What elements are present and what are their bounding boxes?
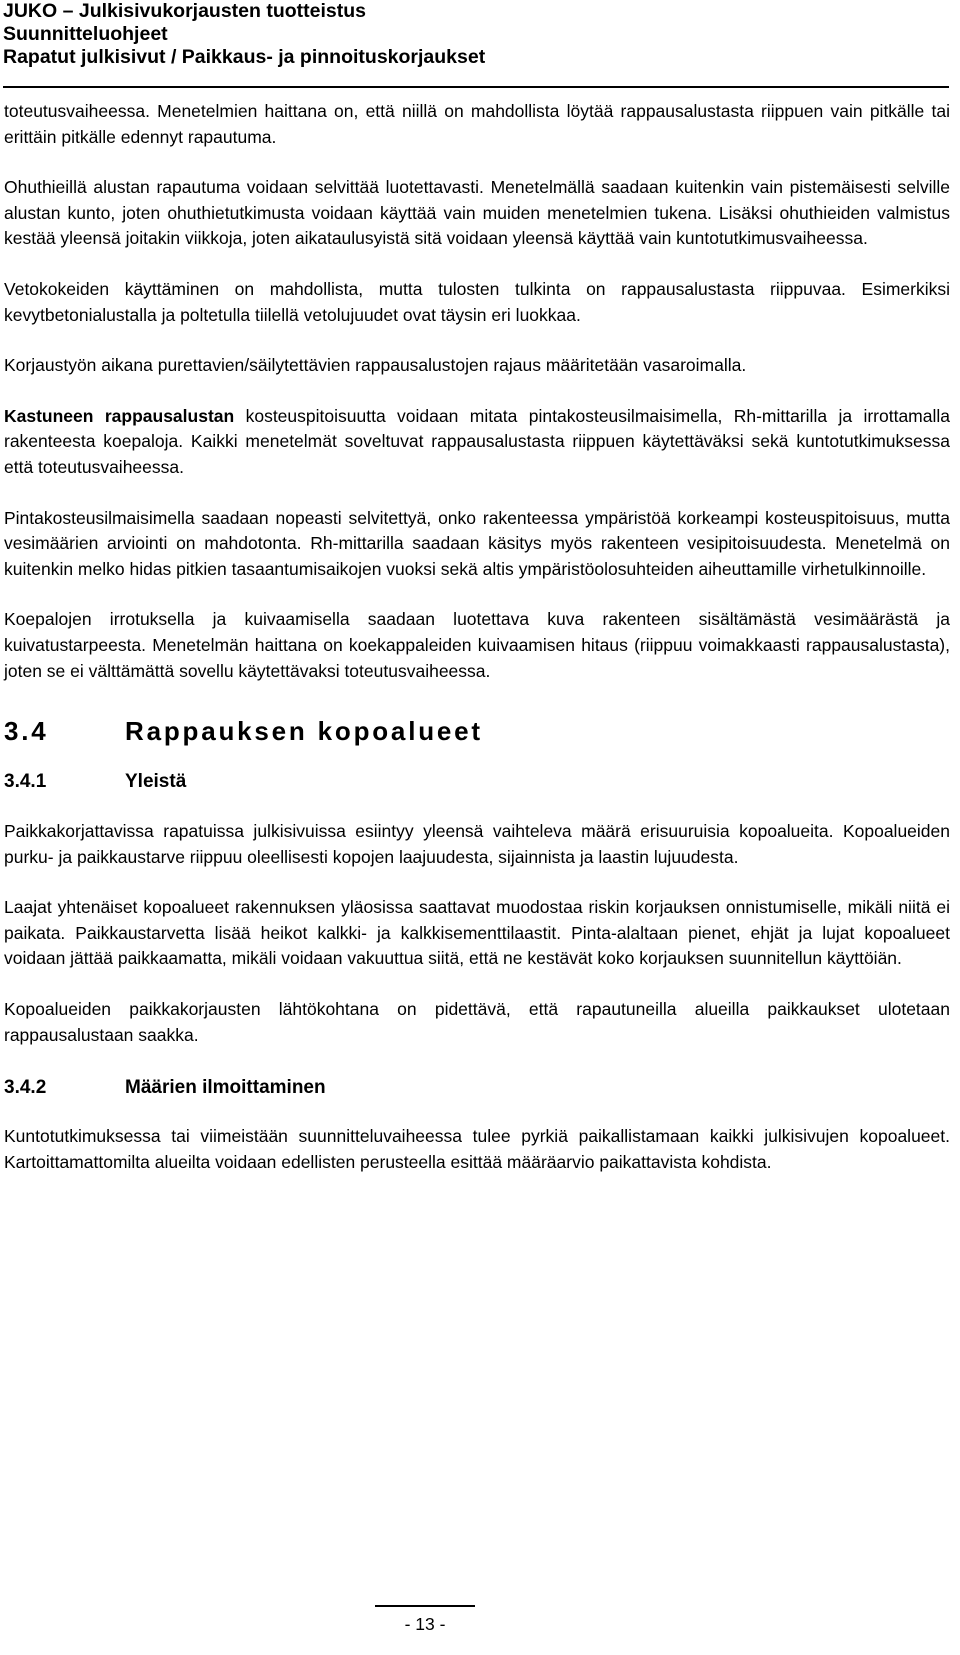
- paragraph: Paikkakorjattavissa rapatuissa julkisivuissa esiintyy yleensä vaihteleva määrä erisuuruisia kopoalueita. Kopoalueiden purku- ja paikkaustarve riippuu oleellisesti kopojen laajuudesta, sijainnista ja laastin lujuudesta.: [4, 821, 950, 867]
- page-body: [4, 99, 950, 1175]
- paragraph: Kopoalueiden paikkakorjausten lähtökohtana on pidettävä, että rapautuneilla alueilla paikkaukset ulotetaan rappausalustaan saakka.: [4, 999, 950, 1045]
- footer-rule: [375, 1605, 475, 1607]
- paragraph: Ohuthieillä alustan rapautuma voidaan selvittää luotettavasti. Menetelmällä saadaan kuitenkin vain pistemäisesti selville alustan kunto, joten ohuthietutkimusta voidaan käyttää vain muiden menetelmien tukena. Lisäksi ohuthieiden valmistus kestää yleensä joitakin viikkoja, joten aikataulusyistä sitä voidaan yleensä käyttää vain kuntotutkimusvaiheessa.: [4, 177, 950, 249]
- paragraph: Koepalojen irrotuksella ja kuivaamisella saadaan luotettava kuva rakenteen sisältämästä vesimäärästä ja kuivatustarpeesta. Menetelmän haittana on koekappaleiden kuivaamisen hitaus (riippuu voimakkaasti rappausalustasta), joten se ei välttämättä sovellu käytettävaksi toteutusvaiheessa.: [4, 609, 950, 681]
- paragraph: Kuntotutkimuksessa tai viimeistään suunnitteluvaiheessa tulee pyrkiä paikallistamaan kaikki julkisivujen kopoalueet. Kartoittamattomilta alueilta voidaan edellisten perusteella esittää määräarvio paikattavista kohdista.: [4, 1126, 950, 1172]
- paragraph: Korjaustyön aikana purettavien/säilytettävien rappausalustojen rajaus määritetään vasaroimalla.: [4, 355, 747, 376]
- paragraph-text: kosteuspitoisuutta voidaan mitata pintakosteusilmaisimella, Rh-mittarilla ja irrottamalla rakenteesta koepaloja. Kaikki menetelmät soveltuvat rappausalustasta riippuen käytettäväksi sekä kuntotutkimuksessa että toteutusvaiheessa.: [4, 405, 950, 477]
- header-document-title: Suunnitteluohjeet: [3, 23, 168, 45]
- paragraph: [4, 404, 950, 481]
- subsection-title: Määrien ilmoittaminen: [125, 1077, 326, 1099]
- subsection-heading: [4, 770, 950, 794]
- subsection-heading: [4, 1076, 950, 1100]
- running-header: [0, 0, 960, 69]
- subsection-number: 3.4.2: [4, 1077, 47, 1099]
- paragraph: Vetokokeiden käyttäminen on mahdollista, mutta tulosten tulkinta on rappausalustasta riippuvaa. Esimerkiksi kevytbetonialustalla ja poltetulla tiilellä vetolujuudet ovat täysin eri luokkaa.: [4, 278, 950, 325]
- header-project-title: JUKO – Julkisivukorjausten tuotteistus: [3, 0, 367, 22]
- page-number: - 13 -: [404, 1614, 446, 1634]
- paragraph: Pintakosteusilmaisimella saadaan nopeasti selvitettyä, onko rakenteessa ympäristöä korkeampi kosteuspitoisuus, mutta vesimäärien arviointi on mahdotonta. Rh-mittarilla saadaan käsitys myös rakenteen vesipitoisuudesta. Menetelmä on kuitenkin melko hidas pitkien tasaantumisaikojen vuoksi sekä altis ympäristöolosuhteiden aiheuttamille virhetulkinnoille.: [4, 507, 950, 579]
- section-title: Rappauksen kopoalueet: [125, 716, 483, 747]
- paragraph: Laajat yhtenäiset kopoalueet rakennuksen yläosissa saattavat muodostaa riskin korjauksen onnistumiselle, mikäli niitä ei paikata. Paikkaustarvetta lisää heikot kalkki- ja kalkkisementtilaastit. Pinta-alaltaan pienet, ehjät ja lujat kopoalueet voidaan jättää paikkaamatta, mikäli voidaan vakuuttua siitä, että ne kestävät koko korjauksen suunnitellun käyttöiän.: [4, 897, 950, 969]
- section-number: 3.4: [4, 716, 49, 747]
- header-section-title: Rapatut julkisivut / Paikkaus- ja pinnoituskorjaukset: [3, 46, 486, 68]
- section-heading: [4, 716, 950, 746]
- paragraph: toteutusvaiheessa. Menetelmien haittana on, että niillä on mahdollista löytää rappausalustasta riippuen vain pitkälle tai erittäin pitkälle edennyt rapautuma.: [4, 101, 950, 147]
- bold-term: Kastuneen rappausalustan: [4, 405, 235, 426]
- subsection-title: Yleistä: [125, 771, 187, 793]
- subsection-number: 3.4.1: [4, 771, 47, 793]
- header-rule: [3, 86, 949, 88]
